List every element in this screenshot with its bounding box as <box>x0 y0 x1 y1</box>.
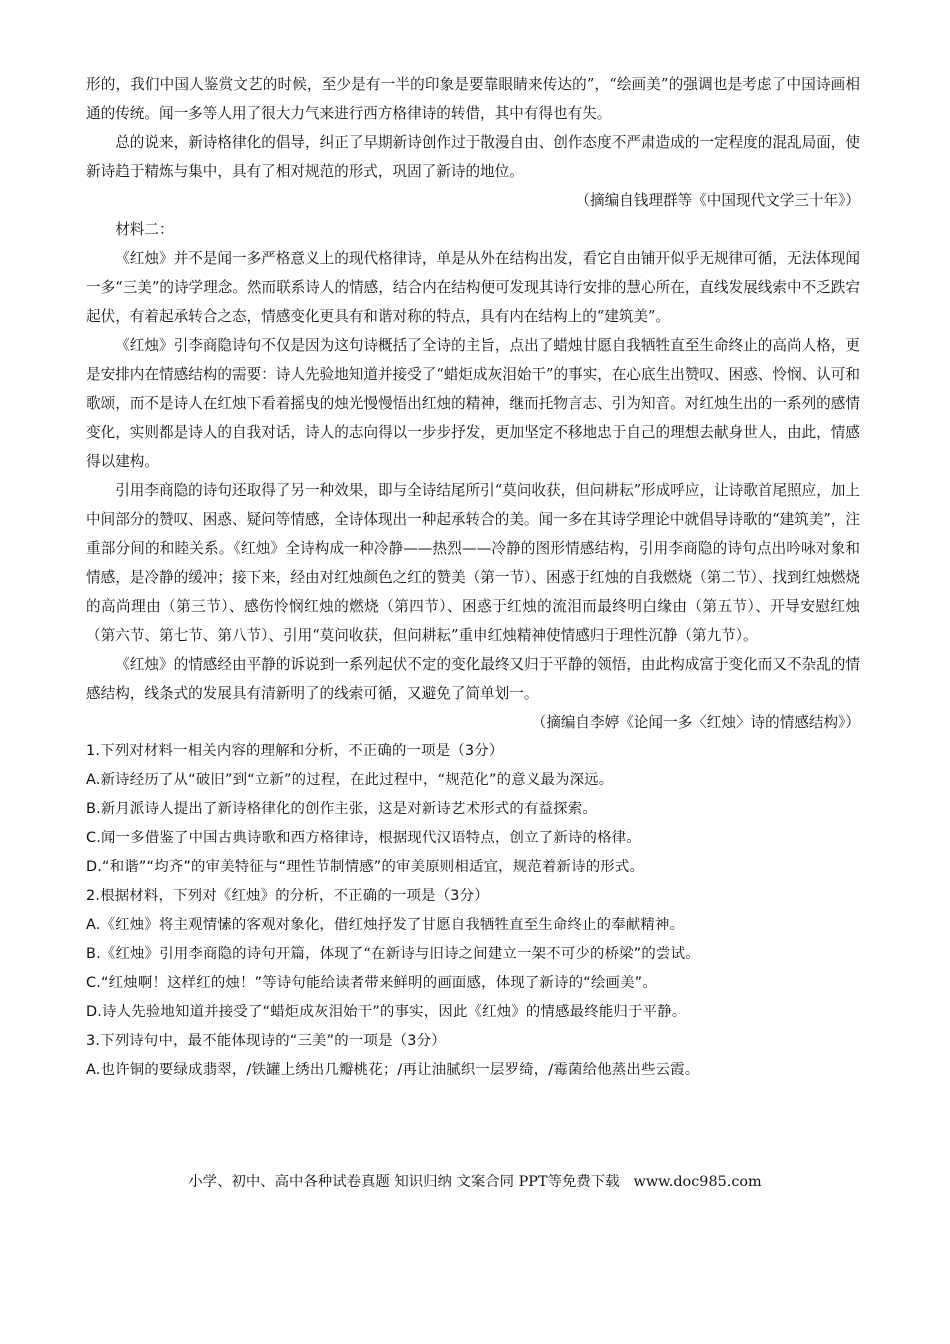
question-1-option-a: A.新诗经历了从“破旧”到“立新”的过程，在此过程中，“规范化”的意义最为深远。 <box>86 772 614 788</box>
material2-heading: 材料二： <box>115 221 174 238</box>
material2-paragraph-3: 引用李商隐的诗句还取得了另一种效果，即与全诗结尾所引“莫问收获，但问耕耘”形成呼应，让诗歌首尾照应，加上中间部分的赞叹、困惑、疑问等情感，全诗体现出一种起承转合的美。闻一多在其诗学理论中就倡导诗歌的“建筑美”，注重部分间的和睦关系。《红烛》全诗构成一种冷静——热烈——冷静的图形情感结构，引用李商隐的诗句点出吟咏对象和情感，是冷静的缓冲；接下来，经由对红烛颜色之红的赞美（第一节）、困惑于红烛的自我燃烧（第二节）、找到红烛燃烧的高尚理由（第三节）、感伤怜悯红烛的燃烧（第四节）、困惑于红烛的流泪而最终明白缘由（第五节）、开导安慰红烛（第六节、第七节、第八节）、引用“莫问收获，但问耕耘”重申红烛精神使情感归于理性沉静（第九节）。 <box>86 482 860 644</box>
material2-paragraph-1: 《红烛》并不是闻一多严格意义上的现代格律诗，单是从外在结构出发，看它自由铺开似乎无规律可循，无法体现闻一多“三美”的诗学理念。然而联系诗人的情感，结合内在结构便可发现其诗行安排的慧心所在，直线发展线索中不乏跌宕起伏，有着起承转合之态，情感变化更具有和谐对称的特点，具有内在结构上的“建筑美”。 <box>86 250 860 325</box>
material1-source: （摘编自钱理群等《中国现代文学三十年》） <box>575 192 860 209</box>
question-2-option-c: C.“红烛啊！这样红的烛！”等诗句能给读者带来鲜明的画面感，体现了新诗的“绘画美”。 <box>86 975 657 991</box>
material2-paragraph-4: 《红烛》的情感经由平静的诉说到一系列起伏不定的变化最终又归于平静的领悟，由此构成富于变化而又不杂乱的情感结构，线条式的发展具有清新明了的线索可循，又避免了简单划一。 <box>86 656 860 702</box>
question-3-option-a: A.也许铜的要绿成翡翠，/铁罐上绣出几瓣桃花；/再让油腻织一层罗绮，/霉菌给他蒸出些云霞。 <box>86 1062 700 1078</box>
material1-paragraph-1: 形的，我们中国人鉴赏文艺的时候，至少是有一半的印象是要靠眼睛来传达的”，“绘画美”的强调也是考虑了中国诗画相通的传统。闻一多等人用了很大力气来进行西方格律诗的转借，其中有得也有失。 <box>86 76 860 122</box>
material2-source: （摘编自李婷《论闻一多〈红烛〉诗的情感结构》） <box>531 714 860 731</box>
question-3-stem: 3.下列诗句中，最不能体现诗的“三美”的一项是（3分） <box>86 1033 446 1049</box>
question-1-option-d: D.“和谐”“均齐”的审美特征与“理性节制情感”的审美原则相适宜，规范着新诗的形式。 <box>86 859 645 875</box>
question-2-option-a: A.《红烛》将主观情愫的客观对象化，借红烛抒发了甘愿自我牺牲直至生命终止的奉献精神。 <box>86 917 685 933</box>
question-2-stem: 2.根据材料，下列对《红烛》的分析，不正确的一项是（3分） <box>86 888 489 904</box>
page-footer <box>0 1170 950 1191</box>
question-1-option-c: C.闻一多借鉴了中国古典诗歌和西方格律诗，根据现代汉语特点，创立了新诗的格律。 <box>86 830 641 846</box>
material2-paragraph-2: 《红烛》引李商隐诗句不仅是因为这句诗概括了全诗的主旨，点出了蜡烛甘愿自我牺牲直至生命终止的高尚人格，更是安排内在情感结构的需要：诗人先验地知道并接受了“蜡炬成灰泪始干”的事实，在心底生出赞叹、困惑、怜悯、认可和歌颂，而不是诗人在红烛下看着摇曳的烛光慢慢悟出红烛的精神，继而托物言志、引为知音。对红烛生出的一系列的感情变化，实则都是诗人的自我对话，诗人的志向得以一步步抒发，更加坚定不移地忠于自己的理想去献身世人，由此，情感得以建构。 <box>86 337 860 470</box>
question-2-option-b: B.《红烛》引用李商隐的诗句开篇，体现了“在新诗与旧诗之间建立一架不可少的桥梁”的尝试。 <box>86 946 700 962</box>
footer-text: 小学、初中、高中各种试卷真题 知识归纳 文案合同 PPT等免费下载 <box>188 1174 620 1190</box>
exam-page <box>86 70 860 1085</box>
footer-url[interactable]: www.doc985.com <box>633 1174 762 1190</box>
material1-paragraph-2: 总的说来，新诗格律化的倡导，纠正了早期新诗创作过于散漫自由、创作态度不严肃造成的一定程度的混乱局面，使新诗趋于精炼与集中，具有了相对规范的形式，巩固了新诗的地位。 <box>86 134 860 180</box>
question-1-stem: 1.下列对材料一相关内容的理解和分析，不正确的一项是（3分） <box>86 743 504 759</box>
question-1-option-b: B.新月派诗人提出了新诗格律化的创作主张，这是对新诗艺术形式的有益探索。 <box>86 801 597 817</box>
question-2-option-d: D.诗人先验地知道并接受了“蜡炬成灰泪始干”的事实，因此《红烛》的情感最终能归于平静。 <box>86 1004 687 1020</box>
